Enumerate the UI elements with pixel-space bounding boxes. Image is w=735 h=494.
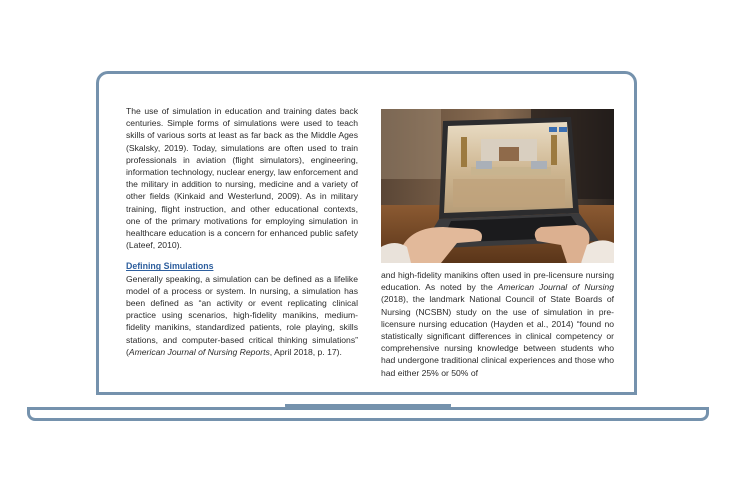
- vr-play-button[interactable]: [559, 127, 567, 132]
- laptop-screen-bottom-edge: [96, 392, 637, 395]
- definition-text: Generally speaking, a simulation can be defined as a lifelike model of a process or system. In nursing, a simulation has been defined as “an activity or event replicating clinical practice using scenarios, high-fidelity manikins, medium-fidelity manikins, standardized patients, role playing, skills stations, and computer-based critical thinking simulations” (: [126, 273, 358, 357]
- left-text-column: [126, 105, 358, 358]
- right-text-part-2: (2018), the landmark National Council of State Boards of Nursing (NCSBN) study on the use of simulation in pre-licensure nursing education (Hayden et al., 2014) “found no statistically significant differences in clinical competency or comprehensive nursing knowledge between students who had undergone traditional clinical experiences and those who had either 25% or 50% of: [381, 294, 614, 378]
- vr-exit-button[interactable]: [549, 127, 557, 132]
- right-text-italic: American Journal of Nursing: [497, 282, 614, 293]
- right-paragraph: [381, 269, 614, 379]
- laptop-hinge-notch: [285, 404, 451, 410]
- definition-citation: American Journal of Nursing Reports: [128, 346, 270, 357]
- laptop-screen: [96, 71, 637, 394]
- right-text-part-1: and high-fidelity manikins often used in pre-licensure nursing education. As noted by the: [381, 270, 614, 293]
- laptop-vr-photo: [381, 109, 614, 263]
- definition-citation-tail: , April 2018, p. 17).: [269, 346, 342, 357]
- photo-illustration: [381, 109, 614, 263]
- intro-paragraph: The use of simulation in education and training dates back centuries. Simple forms of simulations were used to teach skills of various sorts at least as far back as the Middle Ages (Skalsky, 2019). Today, simulations are often used to train professionals in aviation (flight simulators), engineering, information technology, nuclear energy, law enforcement and the military in addition to nursing, medicine and a variety of other fields (Kinkaid and Westerlund, 2009). As in military training, flight instruction, and other educational contexts, one of the primary motivations for employing simulation in healthcare education is a concern for enhanced public safety (Lateef, 2010).: [126, 106, 358, 251]
- right-column: [381, 109, 614, 379]
- section-heading-link[interactable]: Defining Simulations: [126, 261, 214, 272]
- definition-paragraph: [126, 273, 358, 358]
